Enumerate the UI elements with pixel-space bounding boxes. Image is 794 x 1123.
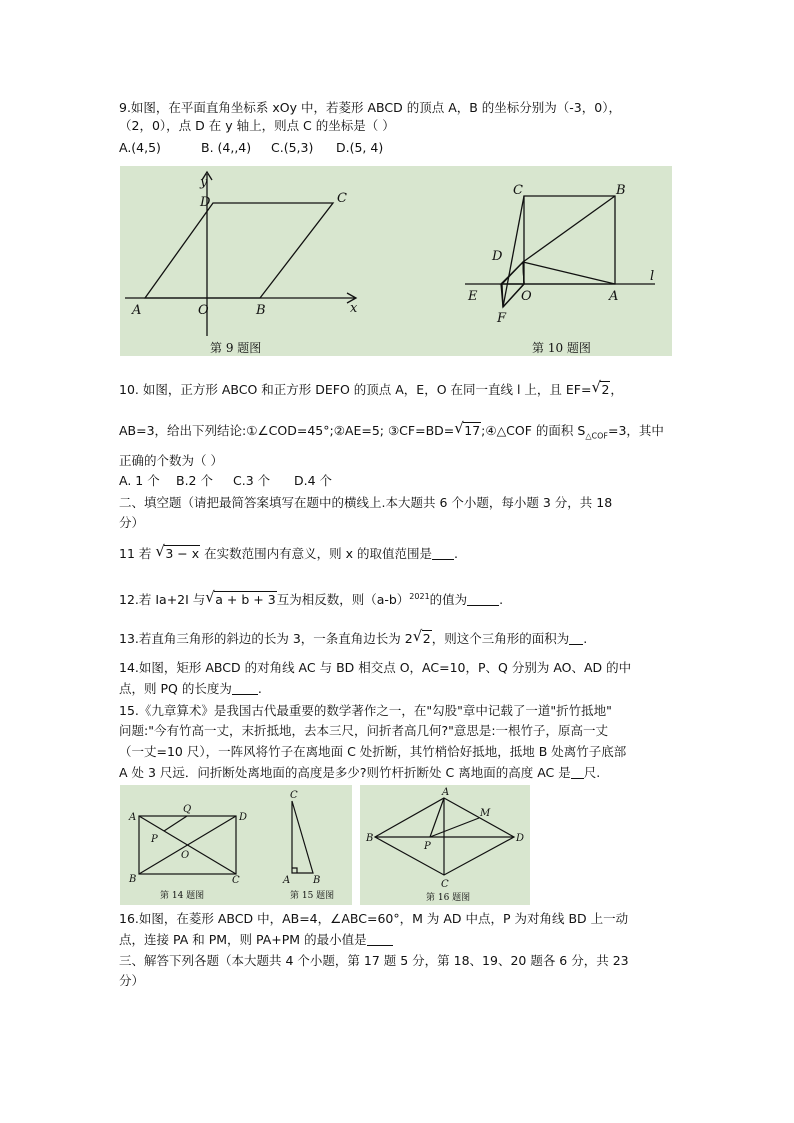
fig10-label-b: B (616, 183, 626, 198)
q10-line2-sub: △COF (585, 431, 608, 441)
q15-line3: （一丈=10 尺），一阵风将竹子在离地面 C 处折断，其竹梢恰好抵地，抵地 B 处离竹子底部 (119, 744, 627, 759)
q10-line2-text: AB=3，给出下列结论:①∠COD=45°;②AE=5; ③CF=BD= (119, 423, 455, 438)
fig9-label-b: B (256, 303, 266, 318)
fig14-label-c: C (232, 875, 240, 886)
fig14-label-b: B (129, 874, 137, 885)
fig16-label-c: C (441, 879, 449, 890)
fig16-label-a: A (442, 787, 450, 798)
q14-line2-text: 点，则 PQ 的长度为 (119, 681, 232, 696)
fig10-label-a: A (609, 289, 619, 304)
q10-option-c: C.3 个 (233, 473, 271, 488)
q15-line1: 15.《九章算术》是我国古代最重要的数学著作之一，在"勾股"章中记载了一道"折竹抵地" (119, 703, 612, 718)
q14-answer-blank[interactable] (232, 681, 258, 695)
q10-option-d: D.4 个 (294, 473, 333, 488)
q16-answer-blank[interactable] (367, 932, 393, 946)
q15-line2: 问题:"今有竹高一丈，末折抵地，去本三尺，问折者高几何?"意思是:一根竹子，原高一丈 (119, 723, 609, 738)
fig10-label-d: D (492, 249, 503, 264)
q16-line2 (119, 931, 393, 949)
q9-line1: 9.如图，在平面直角坐标系 xOy 中，若菱形 ABCD 的顶点 A，B 的坐标分别为（-3，0）， (119, 100, 621, 115)
q10-line2-end: =3，其中 (607, 423, 664, 438)
q11-text-a: 11 若 (119, 546, 152, 561)
figure-9-10 (120, 166, 672, 356)
q11-text-b: 在实数范围内有意义，则 x 的取值范围是 (204, 546, 432, 561)
q10-sqrt-cf: √ 17 (454, 422, 481, 440)
q11-answer-blank[interactable] (432, 546, 454, 560)
fig16-label-b: B (366, 833, 374, 844)
fig9-label-y: y (200, 175, 208, 190)
q16-line1: 16.如图，在菱形 ABCD 中，AB=4，∠ABC=60°，M 为 AD 中点，P 为对角线 BD 上一动 (119, 911, 629, 926)
q9-option-d: D.(5, 4) (336, 140, 384, 155)
q13-text-a: 13.若直角三角形的斜边的长为 3，一条直角边长为 2 (119, 631, 413, 646)
fig14-label-o: O (181, 850, 190, 861)
fig14-label-d: D (239, 812, 248, 823)
q14-line2 (119, 680, 262, 698)
fig10-label-f: F (497, 311, 507, 326)
figure-14 (120, 785, 352, 905)
fig10-caption: 第 10 题图 (532, 341, 591, 355)
q11 (119, 545, 458, 563)
fig14-label-p: P (151, 834, 158, 845)
q15-line4-text: A 处 3 尺远．问折断处离地面的高度是多少?则竹杆折断处 C 离地面的高度 AC 是 (119, 765, 571, 780)
q15-line4-end: 尺. (583, 765, 601, 780)
q15-answer-blank[interactable] (571, 765, 584, 779)
q10-option-a: A. 1 个 (119, 473, 160, 488)
q10-line1 (119, 381, 623, 399)
q13 (119, 630, 587, 648)
q15-line4 (119, 764, 600, 782)
q9-line2: （2，0），点 D 在 y 轴上，则点 C 的坐标是（ ） (119, 118, 395, 133)
q10-line3: 正确的个数为（ ） (119, 453, 223, 468)
fig10-label-e: E (468, 289, 478, 304)
q16-line2-text: 点，连接 PA 和 PM，则 PA+PM 的最小值是 (119, 932, 367, 947)
fig14-label-a: A (129, 812, 137, 823)
fig9-label-a: A (132, 303, 142, 318)
fig9-label-c: C (337, 191, 347, 206)
section2-line1: 二、填空题（请把最简答案填写在题中的横线上.本大题共 6 个小题，每小题 3 分，共 18 (119, 495, 613, 510)
fig15-caption: 第 15 题图 (290, 891, 335, 901)
fig15-label-c: C (290, 790, 298, 801)
q10-option-b: B.2 个 (176, 473, 213, 488)
q9-option-b: B. (4,,4) (201, 140, 252, 155)
q11-sqrt: √ 3 − x (155, 545, 200, 563)
fig15-label-b: B (313, 875, 321, 886)
q14-line2-end: . (257, 681, 262, 696)
fig9-label-d: D (200, 195, 211, 210)
fig16-label-d: D (516, 833, 525, 844)
fig15-label-a: A (283, 875, 291, 886)
q14-line1: 14.如图，矩形 ABCD 的对角线 AC 与 BD 相交点 O，AC=10，P、Q 分别为 AO、AD 的中 (119, 660, 632, 675)
q13-sqrt: √ 2 (413, 630, 432, 648)
q12-text-a: 12.若 Ia+2I 与 (119, 592, 206, 608)
q12-exponent: 2021 (409, 592, 430, 601)
fig16-label-m: M (480, 808, 491, 819)
q10-line1-end: ， (610, 382, 623, 397)
q10-line1-text: 10. 如图，正方形 ABCO 和正方形 DEFO 的顶点 A，E，O 在同一直线 l 上，且 EF= (119, 382, 592, 397)
section2-line2: 分） (119, 515, 145, 530)
fig9-label-x: x (350, 301, 358, 316)
q13-text-c: . (583, 631, 588, 646)
q12-text-b: 互为相反数，则（a-b） (276, 592, 410, 608)
fig14-label-q: Q (183, 804, 192, 815)
fig9-label-o: O (198, 303, 209, 318)
q11-text-c: . (454, 546, 458, 561)
q12-text-d: . (499, 592, 504, 608)
fig10-label-o: O (521, 289, 532, 304)
fig10-label-l: l (650, 269, 655, 284)
fig9-caption: 第 9 题图 (210, 341, 262, 355)
q13-answer-blank[interactable] (569, 631, 583, 645)
fig10-label-c: C (513, 183, 523, 198)
figure-16 (360, 785, 530, 905)
q9-option-c: C.(5,3) (271, 140, 314, 155)
section3-line1: 三、解答下列各题（本大题共 4 个小题，第 17 题 5 分，第 18、19、20 题各 6 分，共 23 (119, 953, 629, 968)
q10-options (119, 472, 332, 490)
fig14-caption: 第 14 题图 (160, 891, 205, 901)
q12-text-c: 的值为 (429, 592, 468, 608)
q12-answer-blank[interactable] (467, 592, 499, 606)
q12 (119, 588, 503, 609)
q12-sqrt: √ a + b + 3 (205, 591, 276, 609)
q9-option-a: A.(4,5) (119, 140, 161, 155)
q9-options (119, 139, 383, 157)
section3-line2: 分） (119, 973, 145, 988)
fig16-caption: 第 16 题图 (426, 893, 471, 903)
fig16-label-p: P (424, 841, 431, 852)
q10-sqrt-ef: √ 2 (591, 381, 610, 399)
q10-line2-area: ;④△COF 的面积 S (481, 423, 586, 438)
q10-line2 (119, 422, 664, 446)
q13-text-b: ，则这个三角形的面积为 (431, 631, 570, 646)
